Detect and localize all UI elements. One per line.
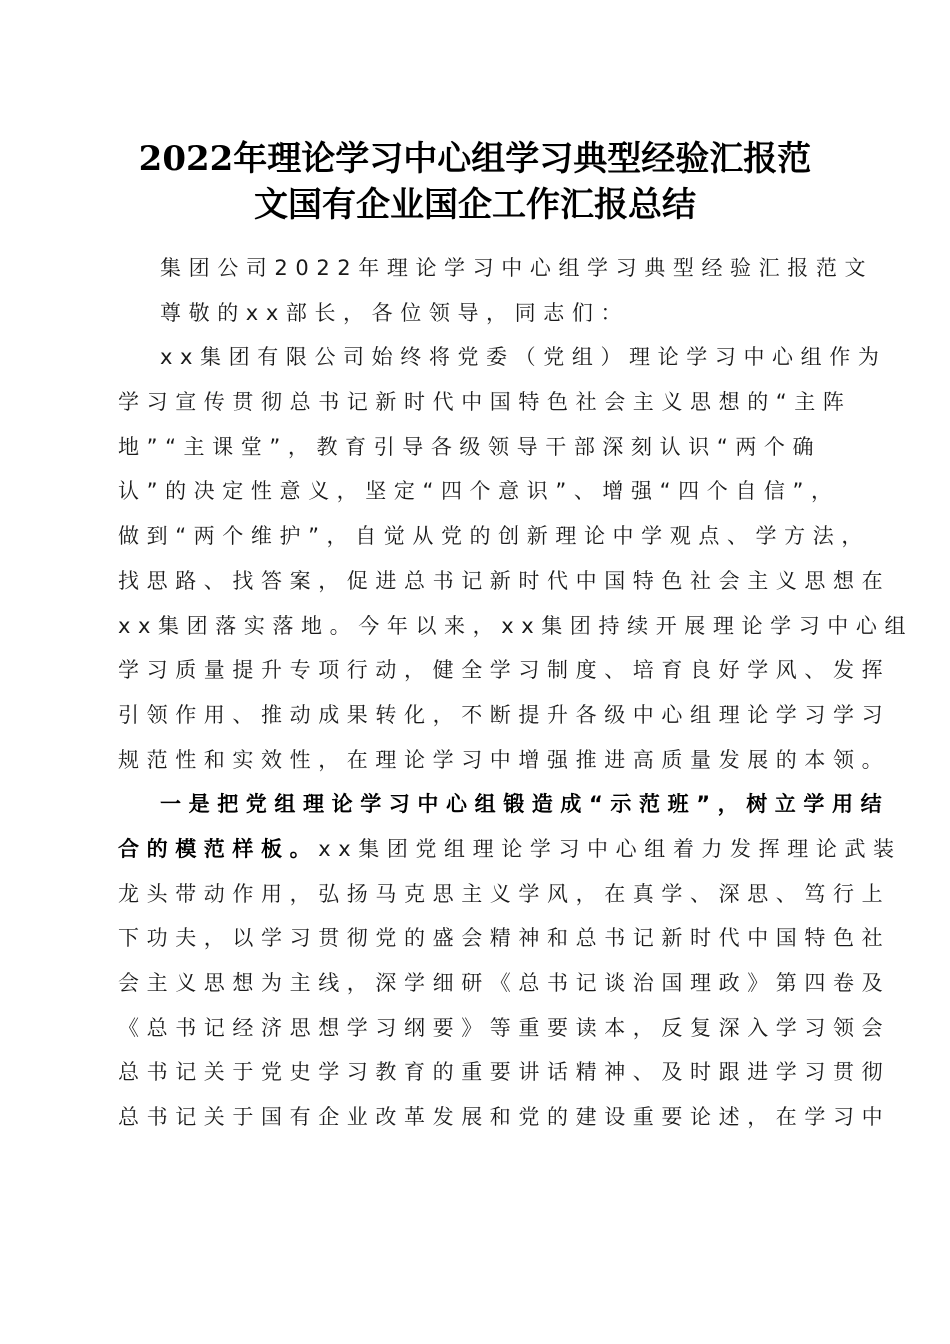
text-run: 《总书记经济思想学习纲要》等重要读本，反复深入学习领会 xyxy=(118,1015,891,1040)
text-run: xx集团有限公司始终将党委（党组）理论学习中心组作为 xyxy=(160,345,887,370)
text-run: 学习质量提升专项行动，健全学习制度、培育良好学风、发挥 xyxy=(118,658,891,683)
salutation-line xyxy=(118,291,824,336)
text-run: 引领作用、推动成果转化，不断提升各级中心组理论学习学习 xyxy=(118,702,891,727)
title-line-1: 2022年理论学习中心组学习典型经验汇报范 xyxy=(138,139,812,179)
paragraph-line xyxy=(118,514,870,559)
text-run: 下功夫，以学习贯彻党的盛会精神和总书记新时代中国特色社 xyxy=(118,926,891,951)
paragraph-line xyxy=(118,469,840,514)
paragraph-line xyxy=(118,738,891,783)
paragraph-line xyxy=(118,648,891,693)
paragraph-line xyxy=(118,916,891,961)
document-body xyxy=(118,246,914,1140)
title-line-2: 文国有企业国企工作汇报总结 xyxy=(254,185,696,225)
text-run: 龙头带动作用，弘扬马克思主义学风，在真学、深思、笃行上 xyxy=(118,881,891,906)
paragraph-line xyxy=(118,380,852,425)
text-run: 认”的决定性意义，坚定“四个意识”、增强“四个自信”， xyxy=(118,479,840,504)
subtitle-line xyxy=(118,246,874,291)
text-run: 总书记关于国有企业改革发展和党的建设重要论述，在学习中 xyxy=(118,1105,891,1130)
paragraph-line xyxy=(118,872,891,917)
section-heading-line xyxy=(118,827,902,872)
text-run: 总书记关于党史学习教育的重要讲话精神、及时跟进学习贯彻 xyxy=(118,1060,891,1085)
text-run: 地”“主课堂”，教育引导各级领导干部深刻认识“两个确 xyxy=(118,434,822,459)
text-run: 集团公司2022年理论学习中心组学习典型经验汇报范文 xyxy=(160,256,874,280)
paragraph-line xyxy=(118,559,891,604)
text-run: 找思路、找答案，促进总书记新时代中国特色社会主义思想在 xyxy=(118,568,891,593)
paragraph-line xyxy=(118,1050,891,1095)
text-run: xx集团落实落地。今年以来，xx集团持续开展理论学习中心组 xyxy=(118,613,914,638)
text-run: 尊敬的xx部长，各位领导，同志们： xyxy=(160,300,630,325)
text-run: 规范性和实效性，在理论学习中增强推进高质量发展的本领。 xyxy=(118,747,891,772)
document-title xyxy=(110,136,840,228)
paragraph-line xyxy=(118,1095,891,1140)
paragraph-line xyxy=(118,335,887,380)
paragraph-line xyxy=(118,1006,891,1051)
paragraph-line xyxy=(118,604,914,649)
text-run: xx集团党组理论学习中心组着力发挥理论武装 xyxy=(318,836,902,861)
section-heading-line xyxy=(118,782,890,827)
bold-run: 一是把党组理论学习中心组锻造成“示范班”，树立学用结 xyxy=(160,792,890,817)
text-run: 会主义思想为主线，深学细研《总书记谈治国理政》第四卷及 xyxy=(118,971,891,995)
text-run: 做到“两个维护”，自觉从党的创新理论中学观点、学方法， xyxy=(118,524,870,549)
paragraph-line xyxy=(118,693,891,738)
paragraph-line xyxy=(118,425,824,470)
bold-run: 合的模范样板。 xyxy=(118,836,319,861)
paragraph-line xyxy=(118,961,891,1006)
text-run: 学习宣传贯彻总书记新时代中国特色社会主义思想的“主阵 xyxy=(118,390,852,415)
